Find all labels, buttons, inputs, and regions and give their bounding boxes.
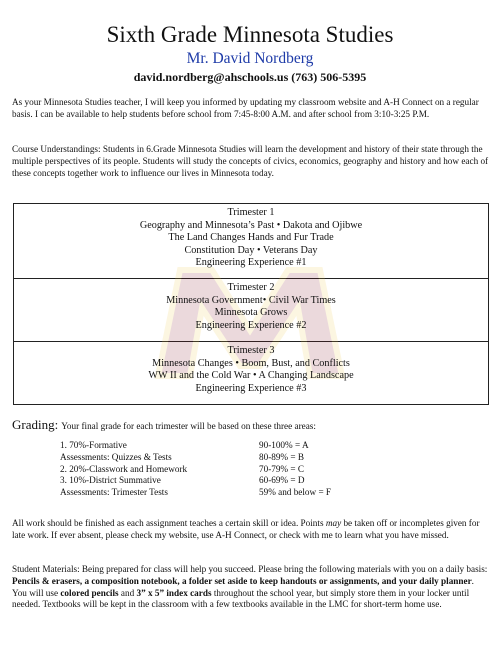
materials-text: throughout the school year, but simply store them in your locker until needed. Textbooks will be kept in the classroom with a few textbooks available in the LMC for short-term home use.: [12, 587, 470, 610]
grading-label: Grading:: [12, 417, 59, 432]
trimester-1-line: Geography and Minnesota’s Past • Dakota and Ojibwe: [139, 219, 363, 231]
late-work-paragraph: [12, 518, 490, 542]
grading-category: Assessments: Quizzes & Tests: [60, 451, 172, 462]
grade-range: 60-69% = D: [259, 475, 305, 486]
course-understandings-paragraph: Course Understandings: Students in 6.Grade Minnesota Studies will learn the development and history of their state through the multiple perspectives of its people. Students will study the concepts of civics, economics, geography and history and how each of these concepts together work to influence our lives in Minnesota today.: [12, 144, 489, 178]
trimester-3-title: Trimester 3: [227, 345, 275, 356]
grading-row: [60, 440, 380, 452]
grading-heading: [12, 418, 316, 433]
trimester-2-line: Minnesota Grows: [214, 307, 288, 319]
teacher-name: Mr. David Nordberg: [186, 50, 314, 67]
late-work-text: All work should be finished as each assignment teaches a certain skill or idea. Points: [12, 518, 326, 528]
trimester-2-line: Engineering Experience #2: [195, 319, 307, 331]
trimester-1-line: Engineering Experience #1: [195, 257, 307, 269]
grading-row: [60, 487, 380, 499]
grade-range: 90-100% = A: [259, 440, 309, 450]
trimester-1-cell: [14, 204, 488, 279]
trimester-3-cell: [14, 342, 488, 404]
trimester-2-line: Minnesota Government• Civil War Times: [166, 294, 336, 306]
trimester-1-line: Constitution Day • Veterans Day: [184, 244, 318, 256]
grading-row: [60, 452, 380, 464]
trimester-table: [13, 203, 489, 405]
materials-text: . You will use: [12, 575, 474, 598]
trimester-1-title: Trimester 1: [227, 207, 275, 218]
grade-range: 80-89% = B: [259, 451, 304, 462]
grading-category: 2. 20%-Classwork and Homework: [60, 463, 188, 474]
materials-index-cards: 3” x 5” index cards: [136, 587, 212, 598]
grading-scale: [60, 440, 380, 499]
trimester-2-title: Trimester 2: [227, 282, 275, 293]
materials-text: and: [118, 587, 137, 598]
grading-category: 1. 70%-Formative: [60, 440, 127, 450]
contact-info: david.nordberg@ahschools.us (763) 506-5395: [133, 70, 367, 84]
trimester-3-line: WW II and the Cold War • A Changing Landscape: [148, 370, 354, 382]
late-work-text: be taken off or incompletes given for late work. If ever absent, please check my website, use A-H Connect, or check with me to learn what you have missed.: [12, 518, 480, 540]
grading-category: 3. 10%-District Summative: [60, 475, 161, 486]
grading-row: [60, 475, 380, 487]
grading-category: Assessments: Trimester Tests: [60, 487, 168, 498]
grading-intro: Your final grade for each trimester will be based on these three areas:: [61, 421, 316, 431]
grade-range: 59% and below = F: [259, 487, 332, 498]
student-materials-paragraph: [12, 564, 490, 611]
late-work-emphasis: may: [325, 518, 342, 528]
trimester-3-line: Engineering Experience #3: [195, 382, 307, 394]
materials-required-items: Pencils & erasers, a composition notebook, a folder set aside to keep handouts or assignments, and your daily planner: [12, 575, 472, 586]
materials-colored-pencils: colored pencils: [60, 587, 119, 598]
materials-text: Student Materials: Being prepared for class will help you succeed. Please bring the following materials with you on a daily basis:: [12, 564, 488, 574]
page-title: Sixth Grade Minnesota Studies: [106, 22, 394, 47]
intro-paragraph: As your Minnesota Studies teacher, I will keep you informed by updating my classroom website and A-H Connect on a regular basis. I can be available to help students before school from 7:45-8:00 A.M. and after school from 3:10-3:25 P.M.: [12, 97, 479, 119]
grading-row: [60, 464, 380, 476]
trimester-3-line: Minnesota Changes • Boom, Bust, and Conflicts: [152, 357, 350, 369]
grade-range: 70-79% = C: [259, 463, 304, 474]
trimester-1-line: The Land Changes Hands and Fur Trade: [168, 232, 334, 244]
